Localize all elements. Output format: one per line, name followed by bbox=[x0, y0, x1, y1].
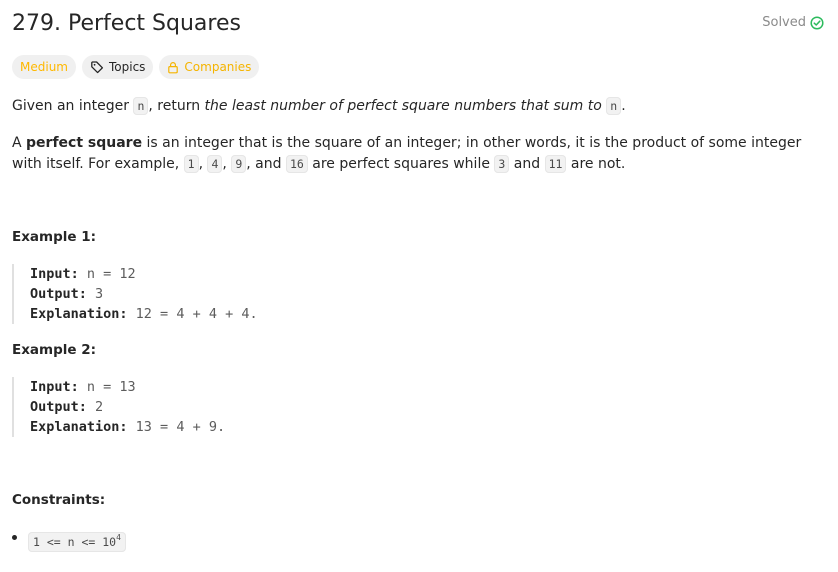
problem-title[interactable]: 279. Perfect Squares bbox=[12, 11, 241, 36]
example-1-heading: Example 1: bbox=[12, 229, 97, 245]
constraint-base: 1 <= n <= 10 bbox=[33, 535, 117, 549]
text: , bbox=[222, 156, 232, 172]
constraint-code bbox=[28, 532, 126, 552]
explanation-value: 12 = 4 + 4 + 4. bbox=[127, 306, 258, 322]
example-2-heading: Example 2: bbox=[12, 342, 97, 358]
inline-code: 1 bbox=[184, 155, 199, 173]
example-output-line bbox=[30, 397, 225, 417]
text: . bbox=[621, 98, 626, 114]
explanation-value: 13 = 4 + 9. bbox=[127, 419, 226, 435]
constraints-heading: Constraints: bbox=[12, 492, 106, 508]
difficulty-label: Medium bbox=[20, 60, 68, 74]
example-input-line bbox=[30, 264, 258, 284]
topics-label: Topics bbox=[108, 60, 146, 74]
text: , and bbox=[246, 156, 286, 172]
companies-button[interactable] bbox=[159, 55, 259, 79]
tag-row bbox=[12, 55, 259, 79]
text: are perfect squares while bbox=[307, 156, 495, 172]
example-2-block bbox=[12, 377, 225, 437]
input-value: n = 12 bbox=[78, 266, 136, 282]
difficulty-badge[interactable] bbox=[12, 55, 76, 79]
output-value: 2 bbox=[86, 399, 104, 415]
text: are not. bbox=[566, 156, 626, 172]
inline-code: 9 bbox=[231, 155, 246, 173]
lock-icon bbox=[167, 61, 179, 74]
text: and bbox=[509, 156, 545, 172]
inline-code: 4 bbox=[207, 155, 222, 173]
inline-code: n bbox=[606, 97, 621, 115]
input-value: n = 13 bbox=[78, 379, 136, 395]
constraints-list bbox=[12, 527, 126, 553]
inline-code: 3 bbox=[494, 155, 509, 173]
example-explanation-line bbox=[30, 417, 225, 437]
constraint-item bbox=[12, 527, 126, 553]
tag-icon bbox=[90, 60, 104, 74]
title-row bbox=[12, 9, 824, 41]
text: , return bbox=[148, 98, 205, 114]
topics-button[interactable] bbox=[82, 55, 153, 79]
description-paragraph-1 bbox=[12, 96, 812, 117]
example-1-block bbox=[12, 264, 258, 324]
output-label: Output: bbox=[30, 286, 87, 302]
inline-code: n bbox=[133, 97, 148, 115]
input-label: Input: bbox=[30, 266, 79, 282]
example-input-line bbox=[30, 377, 225, 397]
inline-code: 16 bbox=[286, 155, 308, 173]
companies-label: Companies bbox=[184, 60, 252, 74]
explanation-label: Explanation: bbox=[30, 306, 128, 322]
bullet-dot bbox=[12, 535, 17, 540]
text: Given an integer bbox=[12, 98, 134, 114]
solved-status bbox=[762, 15, 824, 30]
constraint-exponent: 4 bbox=[116, 533, 121, 542]
output-label: Output: bbox=[30, 399, 87, 415]
check-circle-icon bbox=[810, 16, 824, 30]
emphasis-text: the least number of perfect square numbers that sum to bbox=[204, 98, 602, 114]
text: is an integer that is the square of an integer; in other words, it is the product of some integer with itself. For example, bbox=[12, 135, 802, 172]
example-output-line bbox=[30, 284, 258, 304]
solved-label: Solved bbox=[762, 15, 806, 30]
example-explanation-line bbox=[30, 304, 258, 324]
input-label: Input: bbox=[30, 379, 79, 395]
output-value: 3 bbox=[86, 286, 104, 302]
description-paragraph-2 bbox=[12, 133, 812, 175]
text: , bbox=[198, 156, 208, 172]
inline-code: 11 bbox=[545, 155, 567, 173]
text: A bbox=[12, 135, 27, 151]
explanation-label: Explanation: bbox=[30, 419, 128, 435]
strong-text: perfect square bbox=[26, 135, 143, 151]
